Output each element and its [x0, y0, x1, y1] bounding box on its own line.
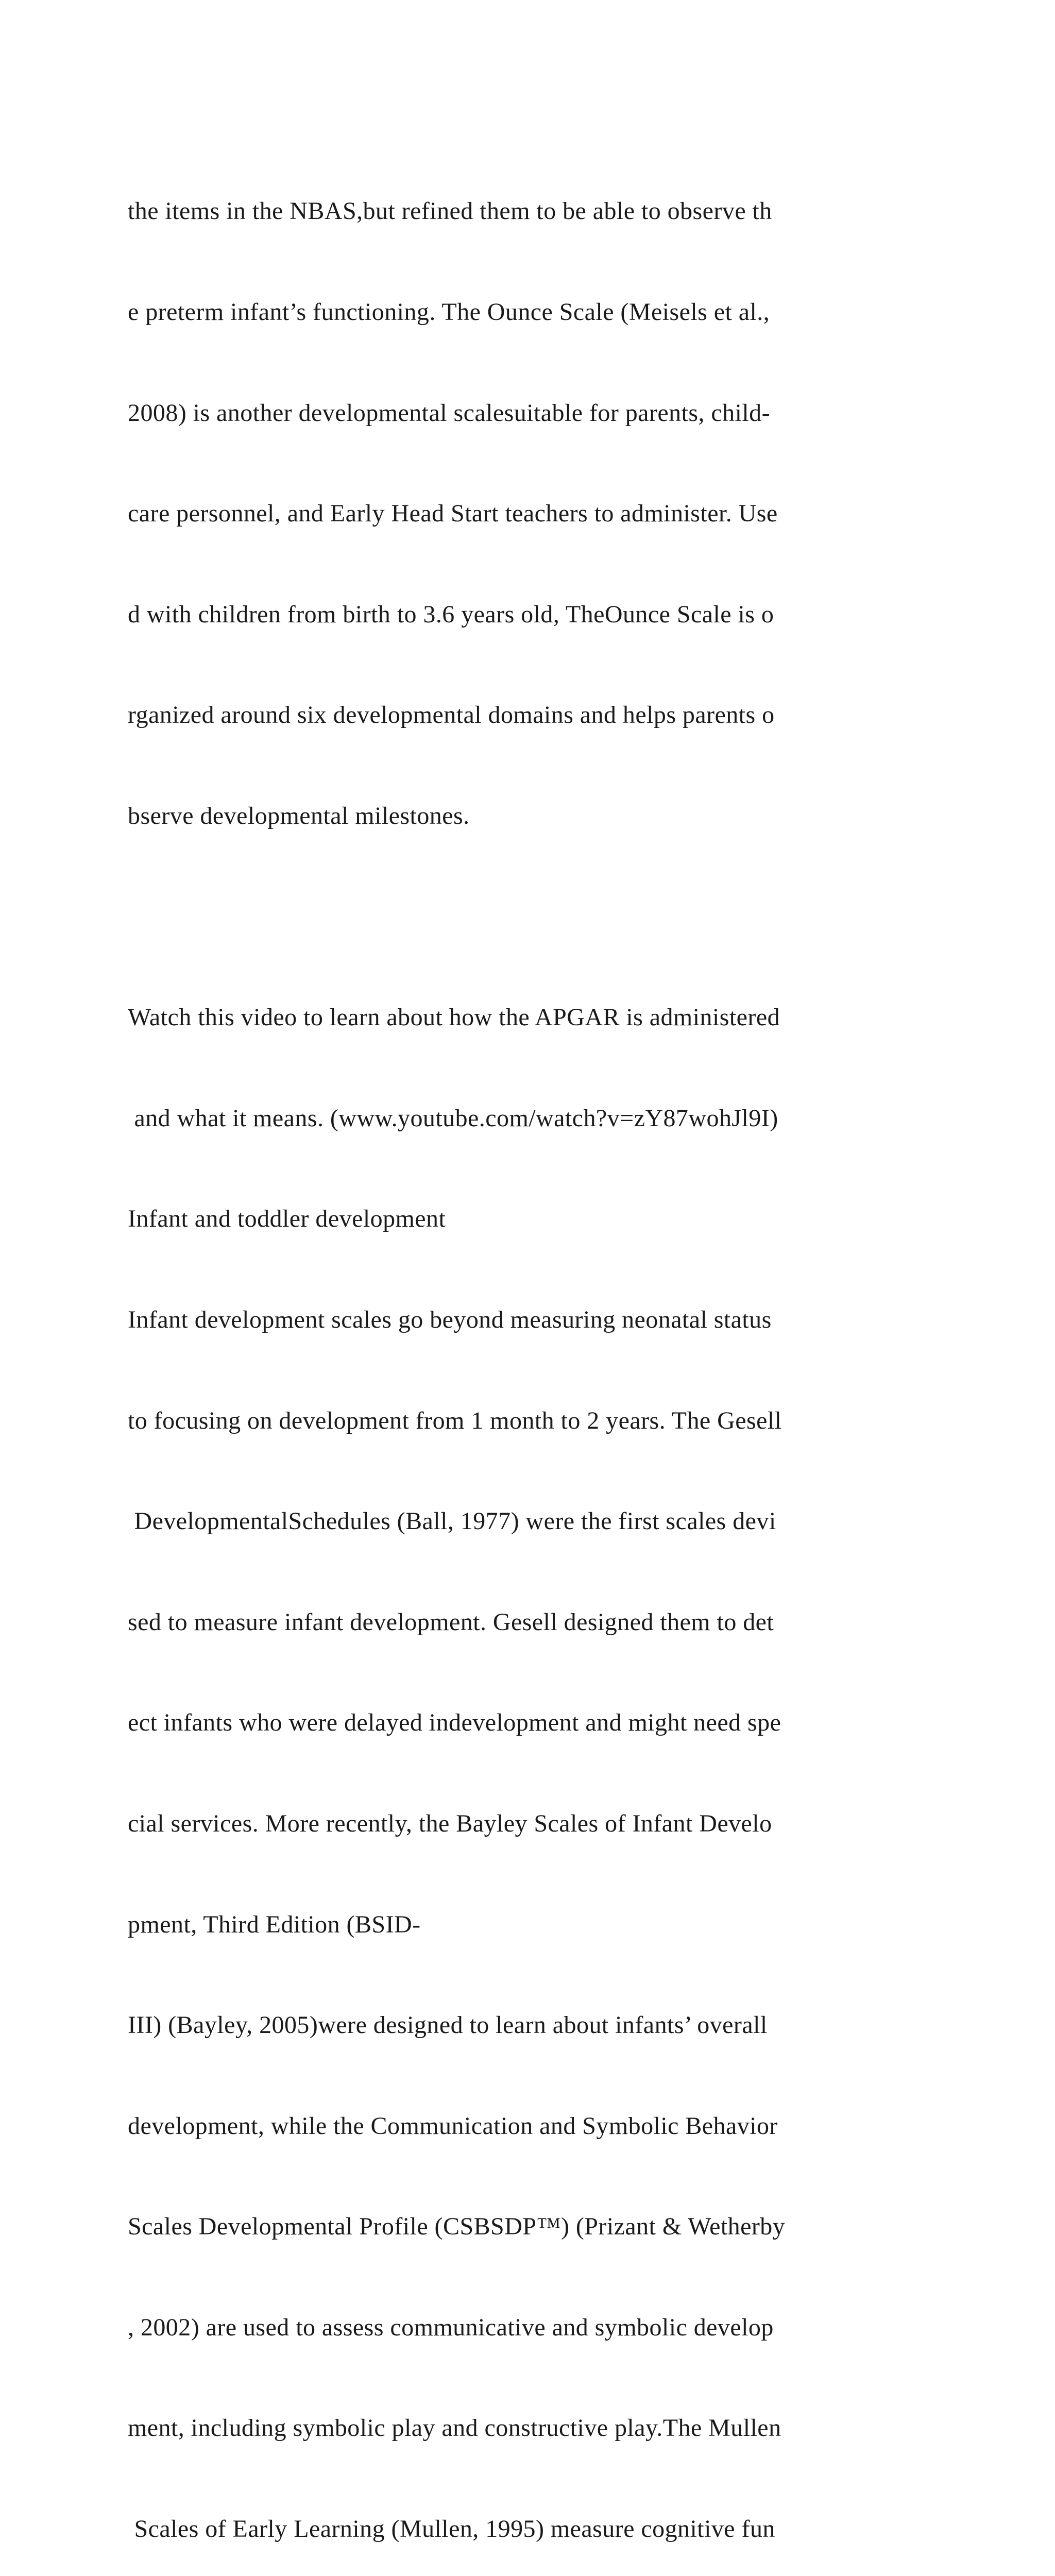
text-line: e preterm infant’s functioning. The Ounce Scale (Meisels et al., [128, 298, 770, 326]
text-line: , 2002) are used to assess communicative and symbolic develop [128, 2313, 774, 2341]
section-heading: Infant and toddler development [128, 1205, 446, 1233]
text-line: Watch this video to learn about how the APGAR is administered [128, 1004, 780, 1031]
body-text [128, 127, 942, 2576]
video-link-line: and what it means. (www.youtube.com/watch?v=zY87wohJl9I) [128, 1104, 778, 1132]
blank-line [128, 900, 942, 934]
text-line: Scales of Early Learning (Mullen, 1995) measure cognitive fun [128, 2515, 775, 2543]
text-line: to focusing on development from 1 month to 2 years. The Gesell [128, 1406, 782, 1434]
text-line: ment, including symbolic play and constructive play.The Mullen [128, 2414, 781, 2442]
text-line: development, while the Communication and Symbolic Behavior [128, 2112, 778, 2140]
text-line: DevelopmentalSchedules (Ball, 1977) were the first scales devi [128, 1507, 776, 1535]
text-line: bserve developmental milestones. [128, 802, 470, 829]
text-line: III) (Bayley, 2005)were designed to learn about infants’ overall [128, 2011, 768, 2039]
text-line: pment, Third Edition (BSID- [128, 1910, 421, 1938]
text-line: rganized around six developmental domains and helps parents o [128, 701, 775, 729]
text-line: Scales Developmental Profile (CSBSDP™) (Prizant & Wetherby [128, 2213, 786, 2241]
text-line: cial services. More recently, the Bayley Scales of Infant Develo [128, 1809, 772, 1837]
text-line: care personnel, and Early Head Start teachers to administer. Use [128, 500, 778, 528]
text-line: d with children from birth to 3.6 years old, TheOunce Scale is o [128, 600, 774, 628]
text-line: the items in the NBAS,but refined them to be able to observe th [128, 197, 772, 225]
text-line: Infant development scales go beyond measuring neonatal status [128, 1306, 772, 1333]
text-line: 2008) is another developmental scalesuitable for parents, child- [128, 399, 771, 427]
text-line: sed to measure infant development. Gesell designed them to det [128, 1608, 774, 1636]
text-line: ect infants who were delayed indevelopment and might need spe [128, 1709, 781, 1737]
